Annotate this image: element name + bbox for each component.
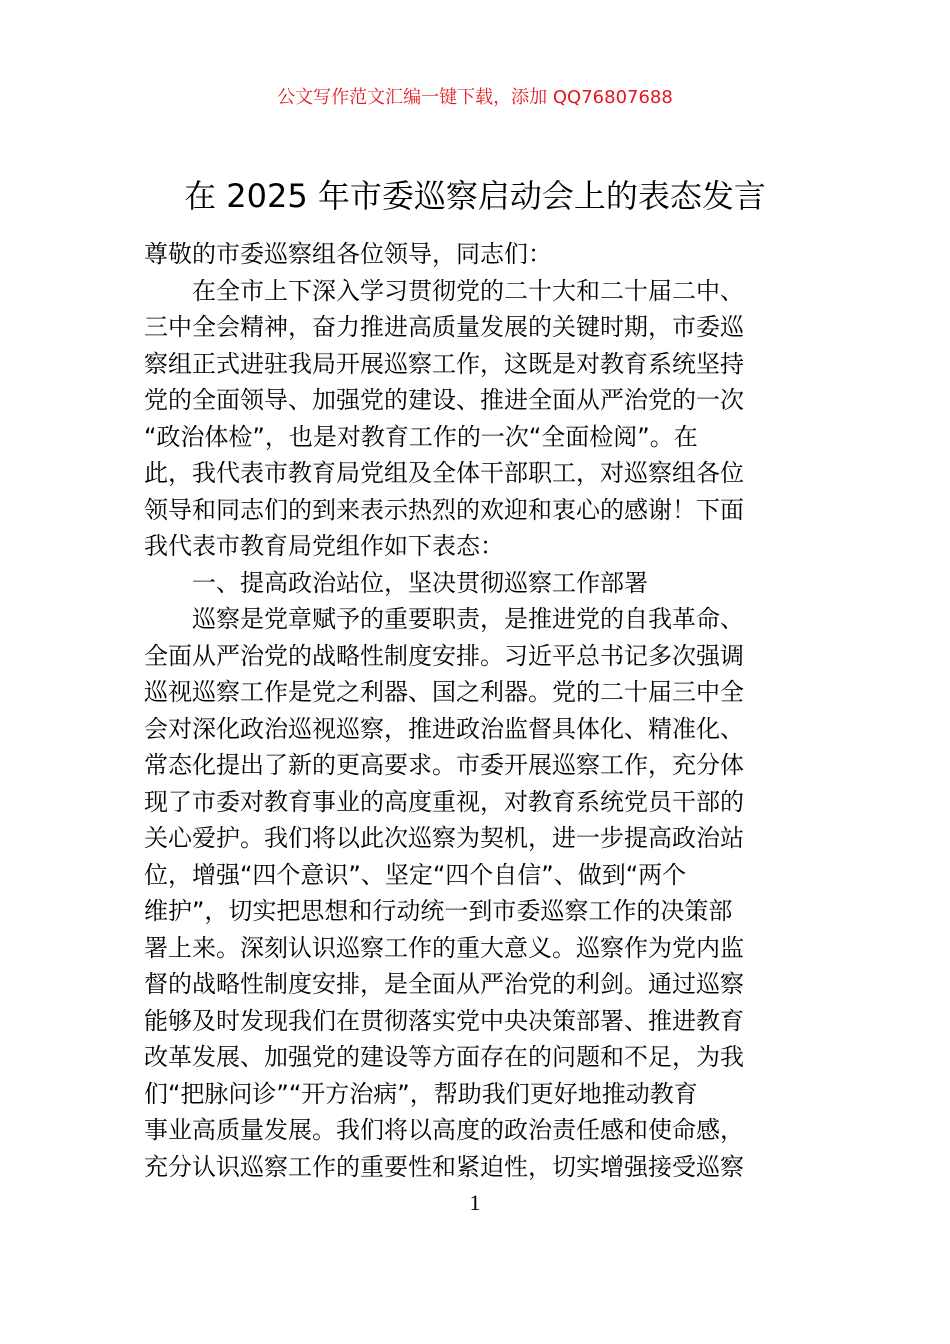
body-line: 维护”，切实把思想和行动统一到市委巡察工作的决策部 <box>144 897 733 925</box>
body-line: 常态化提出了新的更高要求。市委开展巡察工作，充分体 <box>144 751 744 779</box>
body-line: 察组正式进驻我局开展巡察工作，这既是对教育系统坚持 <box>144 349 744 378</box>
body-line: 三中全会精神，奋力推进高质量发展的关键时期，市委巡 <box>144 313 744 341</box>
body-line: 署上来。深刻认识巡察工作的重大意义。巡察作为党内监 <box>144 933 744 962</box>
body-line: 现了市委对教育事业的高度重视，对教育系统党员干部的 <box>144 787 744 816</box>
body-line: 能够及时发现我们在贯彻落实党中央决策部署、推进教育 <box>144 1006 744 1035</box>
body-line: 党的全面领导、加强党的建设、推进全面从严治党的一次 <box>144 386 744 414</box>
body-line: 事业高质量发展。我们将以高度的政治责任感和使命感， <box>144 1116 744 1144</box>
body-line: 们“把脉问诊”“开方治病”，帮助我们更好地推动教育 <box>144 1079 698 1108</box>
document-title: 在 2025 年市委巡察启动会上的表态发言 <box>184 177 766 215</box>
body-line: 在全市上下深入学习贯彻党的二十大和二十届二中、 <box>144 276 744 305</box>
body-line: 督的战略性制度安排，是全面从严治党的利剑。通过巡察 <box>144 970 744 998</box>
body-line: 巡视巡察工作是党之利器、国之利器。党的二十届三中全 <box>144 678 744 706</box>
body-line: 我代表市教育局党组作如下表态： <box>144 532 504 560</box>
document-body <box>144 236 810 1185</box>
body-line: 位，增强“四个意识”、坚定“四个自信”、做到“两个 <box>144 860 687 889</box>
section-heading: 一、提高政治站位，坚决贯彻巡察工作部署 <box>144 568 648 597</box>
page-number: 1 <box>469 1190 481 1215</box>
body-line: 充分认识巡察工作的重要性和紧迫性，切实增强接受巡察 <box>144 1152 744 1181</box>
body-line: 巡察是党章赋予的重要职责，是推进党的自我革命、 <box>144 605 744 633</box>
body-line: 会对深化政治巡视巡察，推进政治监督具体化、精准化、 <box>144 714 744 743</box>
body-line: “政治体检”，也是对教育工作的一次“全面检阅”。在 <box>144 422 698 451</box>
download-banner: 公文写作范文汇编一键下载，添加 QQ76807688 <box>277 87 673 108</box>
body-line: 改革发展、加强党的建设等方面存在的问题和不足，为我 <box>144 1043 744 1071</box>
body-line: 尊敬的市委巡察组各位领导，同志们： <box>144 240 552 268</box>
body-line: 全面从严治党的战略性制度安排。习近平总书记多次强调 <box>144 641 744 670</box>
body-line: 此，我代表市教育局党组及全体干部职工，对巡察组各位 <box>144 459 744 487</box>
body-line: 关心爱护。我们将以此次巡察为契机，进一步提高政治站 <box>144 824 744 852</box>
body-line: 领导和同志们的到来表示热烈的欢迎和衷心的感谢！下面 <box>144 495 744 524</box>
